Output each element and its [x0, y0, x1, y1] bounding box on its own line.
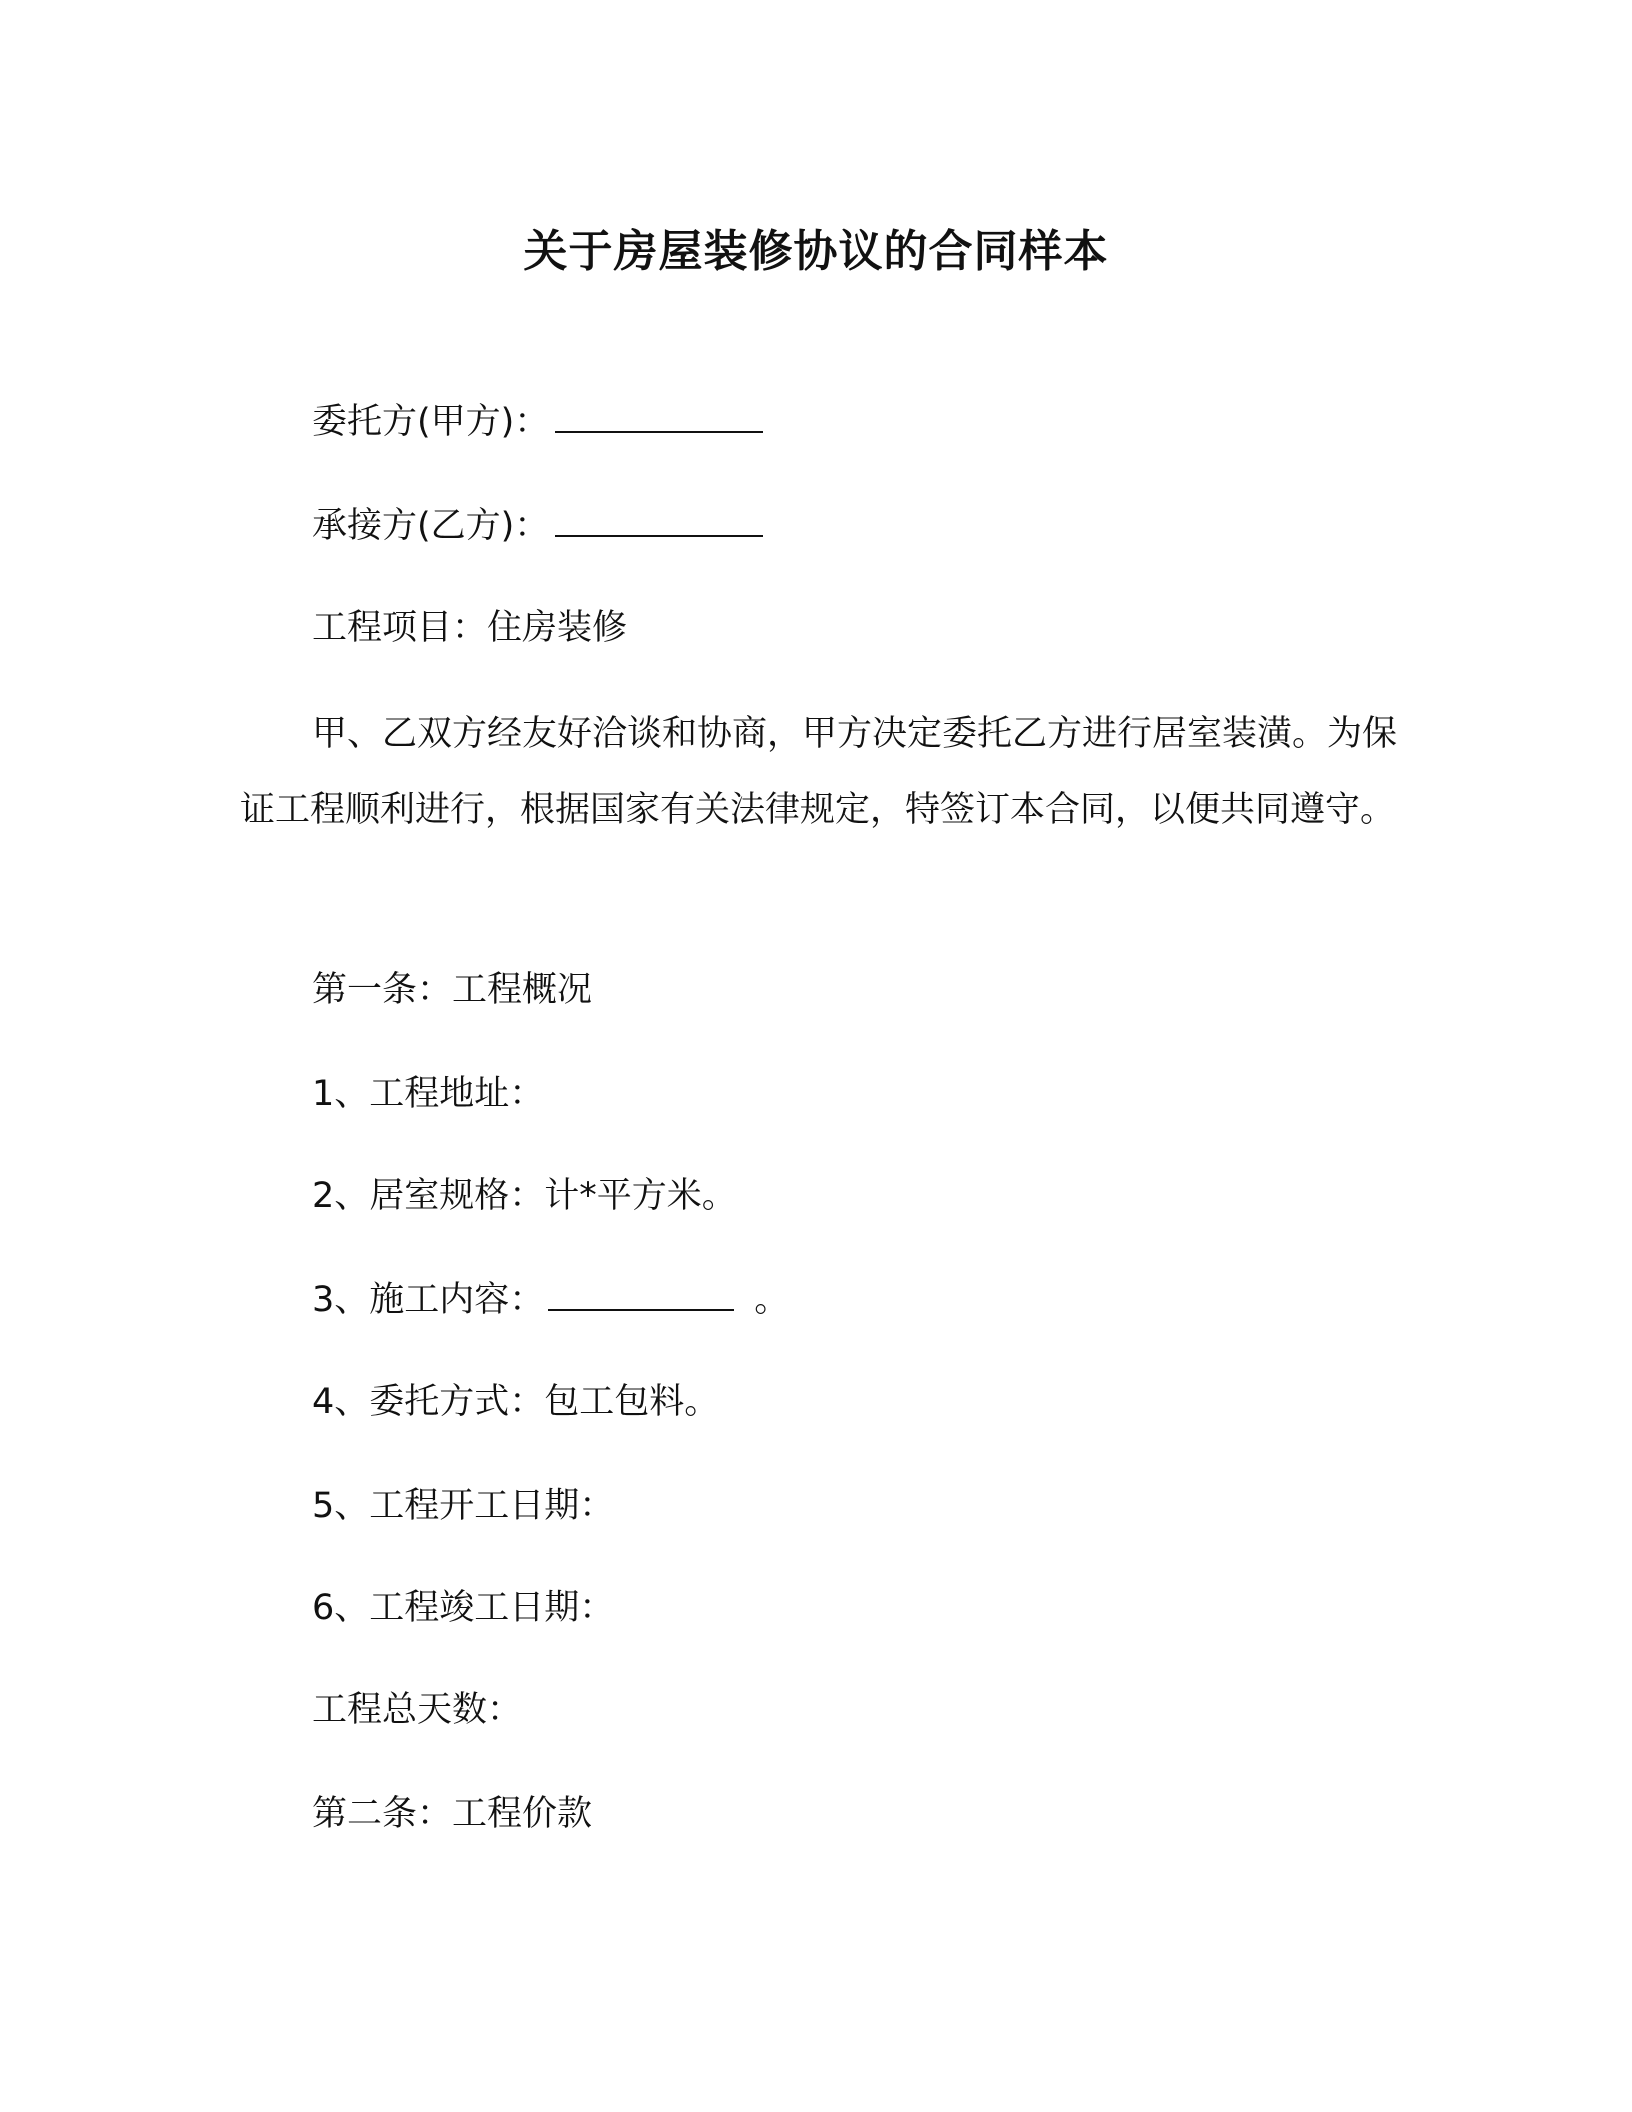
document-title: 关于房屋装修协议的合同样本: [523, 226, 1109, 277]
item-3-label: 3、施工内容：: [312, 1280, 545, 1320]
party-a-blank: [555, 401, 763, 433]
item-3-line: [312, 1276, 789, 1324]
project-line: 工程项目：住房装修: [312, 608, 628, 648]
total-days-line: 工程总天数：: [312, 1690, 523, 1730]
party-b-line: [312, 502, 763, 550]
item-6-line: 6、工程竣工日期：: [312, 1588, 615, 1628]
party-b-blank: [555, 505, 763, 537]
item-5-line: 5、工程开工日期：: [312, 1486, 615, 1526]
intro-paragraph: 甲、乙双方经友好洽谈和协商，甲方决定委托乙方进行居室装潢。为保证工程顺利进行，根据国家有关法律规定，特签订本合同，以便共同遵守。: [240, 714, 1398, 830]
article-1-heading: 第一条：工程概况: [312, 970, 593, 1010]
item-1-line: 1、工程地址：: [312, 1074, 545, 1114]
article-2-heading: 第二条：工程价款: [312, 1794, 593, 1834]
party-b-label: 承接方(乙方)：: [312, 506, 550, 546]
item-4-line: 4、委托方式：包工包料。: [312, 1382, 720, 1422]
item-3-blank: [548, 1279, 734, 1311]
item-2-line: 2、居室规格：计*平方米。: [312, 1176, 737, 1216]
party-a-label: 委托方(甲方)：: [312, 402, 550, 442]
item-3-tail: 。: [754, 1280, 790, 1320]
party-a-line: [312, 398, 763, 446]
